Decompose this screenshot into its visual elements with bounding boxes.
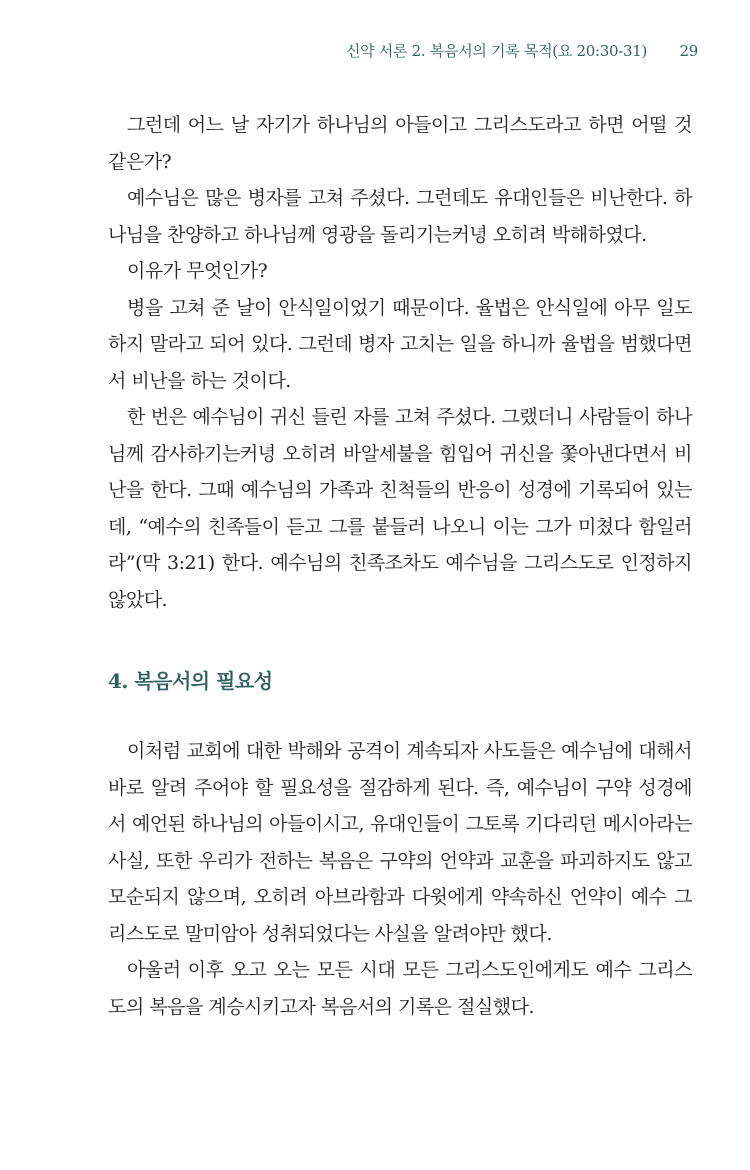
paragraph: 이유가 무엇인가? — [127, 260, 268, 282]
paragraph: 한 번은 예수님이 귀신 들린 자를 고쳐 주셨다. 그랬더니 사람들이 하나님께 감사하기는커녕 오히려 바알세불을 힘입어 귀신을 쫓아낸다면서 비난을 한다. 그때 예수님의 가족과 친척들의 반응이 성경에 기록되어 있는데, “예수의 친족들이 듣고 그를 붙들러 나오니 이는 그가 미쳤다 함일러라”(막 3:21) 한다. 예수님의 친족조차도 예수님을 그리스도로 인정하지 않았다. — [108, 406, 692, 611]
paragraph: 아울러 이후 오고 오는 모든 시대 모든 그리스도인에게도 예수 그리스도의 복음을 계승시키고자 복음서의 기록은 절실했다. — [108, 959, 692, 1018]
paragraph: 예수님은 많은 병자를 고쳐 주셨다. 그런데도 유대인들은 비난한다. 하나님을 찬양하고 하나님께 영광을 돌리기는커녕 오히려 박해하였다. — [108, 187, 692, 246]
running-title: 신약 서론 2. 복음서의 기록 목적(요 20:30-31) — [345, 42, 648, 60]
section-1-body — [108, 107, 692, 618]
paragraph: 그런데 어느 날 자기가 하나님의 아들이고 그리스도라고 하면 어떨 것 같은가? — [108, 114, 692, 173]
paragraph: 이처럼 교회에 대한 박해와 공격이 계속되자 사도들은 예수님에 대해서 바로 알려 주어야 할 필요성을 절감하게 된다. 즉, 예수님이 구약 성경에서 예언된 하나님의 아들이시고, 유대인들이 그토록 기다리던 메시아라는 사실, 또한 우리가 전하는 복음은 구약의 언약과 교훈을 파괴하지도 않고 모순되지 않으며, 오히려 아브라함과 다윗에게 약속하신 언약이 예수 그리스도로 말미암아 성취되었다는 사실을 알려야만 했다. — [108, 740, 692, 945]
section-2-body — [108, 733, 692, 1025]
running-header — [346, 40, 698, 61]
page-number: 29 — [679, 42, 698, 60]
paragraph: 병을 고쳐 준 날이 안식일이었기 때문이다. 율법은 안식일에 아무 일도 하지 말라고 되어 있다. 그런데 병자 고치는 일을 하니까 율법을 범했다면서 비난을 하는 것이다. — [108, 296, 692, 392]
section-heading: 4. 복음서의 필요성 — [108, 669, 273, 693]
